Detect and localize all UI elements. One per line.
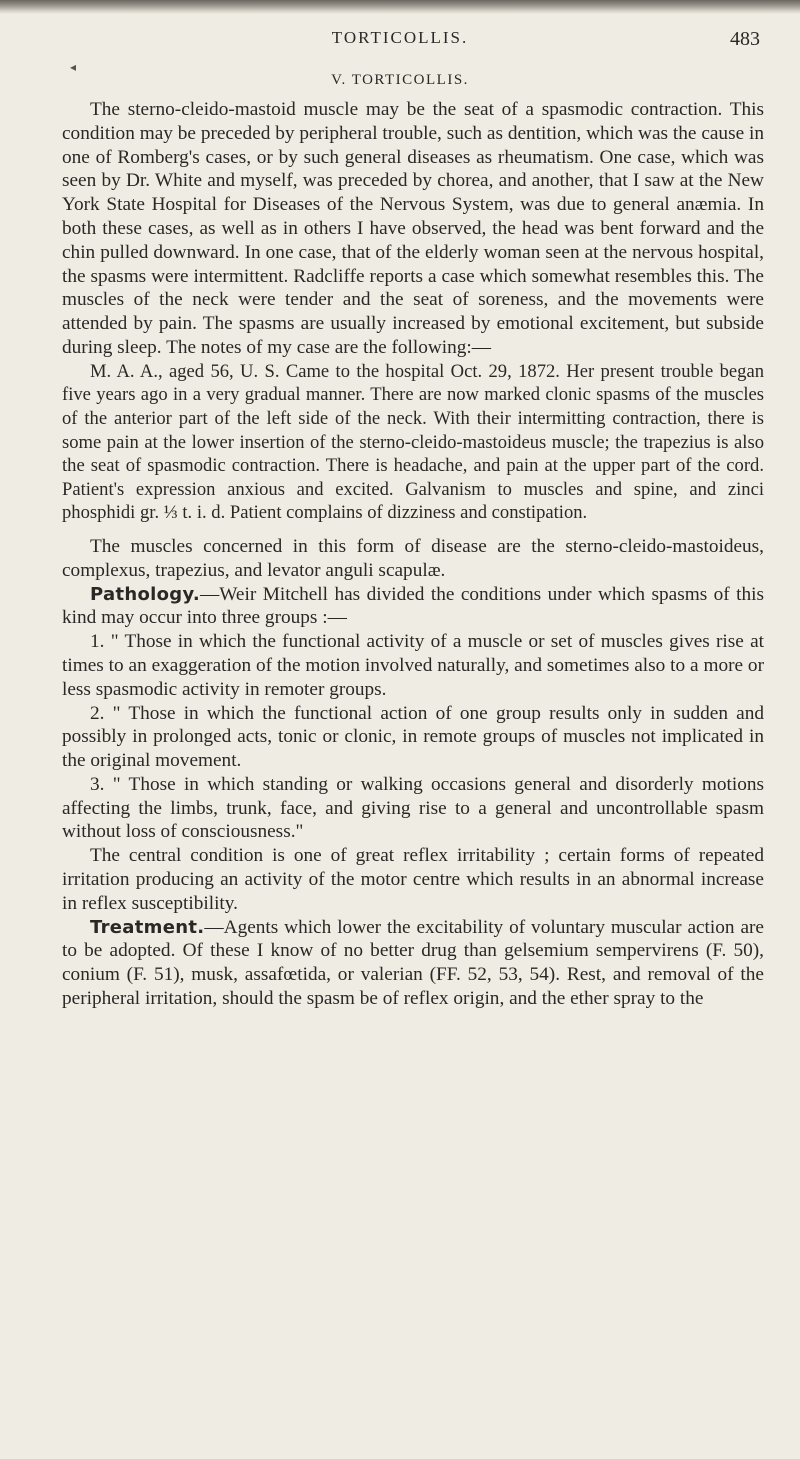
paragraph-intro: The sterno-cleido-mastoid muscle may be the seat of a spasmodic contraction. This condition may be preceded by peripheral trouble, such as dentition, which was the cause in one of Romberg's cases, or by such general diseases as rheumatism. One case, which was seen by Dr. White and myself, was preceded by chorea, and another, that I saw at the New York State Hospital for Diseases of the Nervous System, was due to general anæmia. In both these cases, as well as in others I have observed, the head was bent forward and the chin pulled downward. In one case, that of the elderly woman seen at the nervous hospital, the spasms were intermittent. Radcliffe reports a case which somewhat resembles this. The muscles of the neck were tender and the seat of soreness, and the movements were attended by pain. The spasms are usually increased by emotional excitement, but subside during sleep. The notes of my case are the following:— <box>62 99 764 358</box>
paragraph-muscles: The muscles concerned in this form of disease are the sterno-cleido-mastoideus, complexus, trapezius, and levator anguli scapulæ. <box>62 535 764 581</box>
body-text <box>62 98 764 1011</box>
page-top-edge <box>0 0 800 14</box>
paragraph-group-2: 2. " Those in which the functional action of one group results only in sudden and possibly in prolonged acts, tonic or clonic, in remote groups of muscles not implicated in the original movement. <box>62 702 764 772</box>
running-title: TORTICOLLIS. <box>331 28 469 47</box>
paragraph-treatment <box>62 916 764 1011</box>
paragraph-pathology <box>62 583 764 631</box>
pathology-heading: Pathology. <box>90 583 200 605</box>
paragraph-central-condition: The central condition is one of great reflex irritability ; certain forms of repeated irritation producing an activity of the motor centre which results in an abnormal increase in reflex susceptibility. <box>62 845 764 914</box>
pathology-text: —Weir Mitchell has divided the conditions under which spasms of this kind may occur into three groups :— <box>62 583 764 629</box>
running-head <box>0 28 800 52</box>
paragraph-case-notes: M. A. A., aged 56, U. S. Came to the hospital Oct. 29, 1872. Her present trouble began five years ago in a very gradual manner. There are now marked clonic spasms of the muscles of the anterior part of the left side of the neck. With their intermitting contraction, there is some pain at the lower insertion of the sterno-cleido-mastoideus muscle; the trapezius is also the seat of spasmodic contraction. There is headache, and pain at the upper part of the cord. Patient's expression anxious and excited. Galvanism to muscles and spine, and zinci phosphidi gr. ⅓ t. i. d. Patient complains of dizziness and constipation. <box>62 360 764 524</box>
paragraph-group-3: 3. " Those in which standing or walking occasions general and disorderly motions affecting the limbs, trunk, face, and giving rise to a general and uncontrollable spasm without loss of consciousness." <box>62 773 764 843</box>
treatment-text: —Agents which lower the excitability of voluntary muscular action are to be adopted. Of these I know of no better drug than gelsemium sempervirens (F. 50), conium (F. 51), musk, assafœtida, or valerian (FF. 52, 53, 54). Rest, and removal of the peripheral irritation, should the spasm be of reflex origin, and the ether spray to the <box>62 916 764 1010</box>
section-title: V. TORTICOLLIS. <box>331 72 469 88</box>
page-number: 483 <box>730 28 760 50</box>
margin-mark: ◂ <box>70 60 77 74</box>
treatment-heading: Treatment. <box>90 916 205 938</box>
paragraph-group-1: 1. " Those in which the functional activity of a muscle or set of muscles gives rise at times to an exaggeration of the motion involved naturally, and sometimes also to a more or less spasmodic activity in remoter groups. <box>62 631 764 700</box>
